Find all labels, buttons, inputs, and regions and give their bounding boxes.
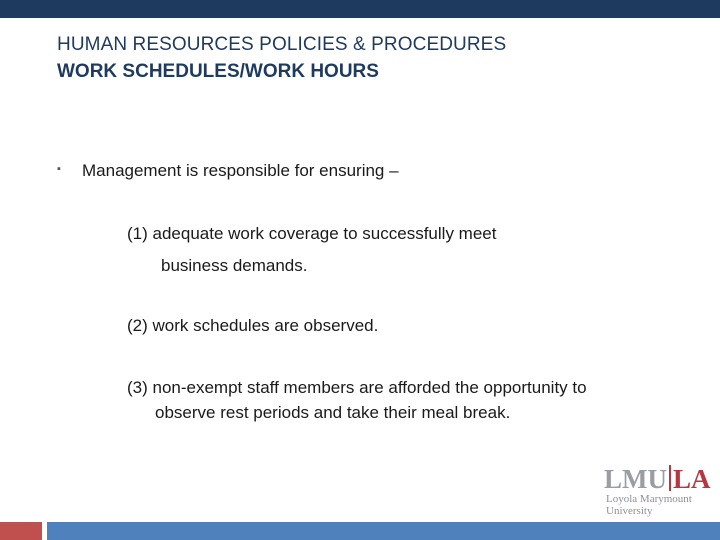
intro-text: Management is responsible for ensuring – bbox=[82, 161, 399, 180]
bullet-icon: ▪ bbox=[57, 163, 61, 175]
page-subtitle: WORK SCHEDULES/WORK HOURS bbox=[57, 61, 379, 82]
logo-wordmark bbox=[604, 462, 711, 496]
logo-subtitle bbox=[606, 493, 692, 517]
logo-sub-line-1: Loyola Marymount bbox=[606, 493, 692, 505]
footer-accent-blue bbox=[47, 522, 720, 540]
page-title: HUMAN RESOURCES POLICIES & PROCEDURES bbox=[57, 34, 507, 55]
footer-accent-red bbox=[0, 522, 42, 540]
logo-la-text: LA bbox=[673, 464, 711, 494]
logo-sub-line-2: University bbox=[606, 505, 653, 517]
item-3-line-2: observe rest periods and take their meal break. bbox=[155, 403, 511, 422]
logo-divider bbox=[669, 465, 671, 491]
logo-lmu-text: LMU bbox=[604, 464, 667, 494]
item-2: (2) work schedules are observed. bbox=[127, 316, 379, 335]
item-1-line-2: business demands. bbox=[161, 256, 308, 275]
item-3-line-1: (3) non-exempt staff members are afforded the opportunity to bbox=[127, 378, 587, 397]
university-logo bbox=[604, 462, 711, 520]
top-header-bar bbox=[0, 0, 720, 18]
item-1-line-1: (1) adequate work coverage to successfully meet bbox=[127, 224, 497, 243]
